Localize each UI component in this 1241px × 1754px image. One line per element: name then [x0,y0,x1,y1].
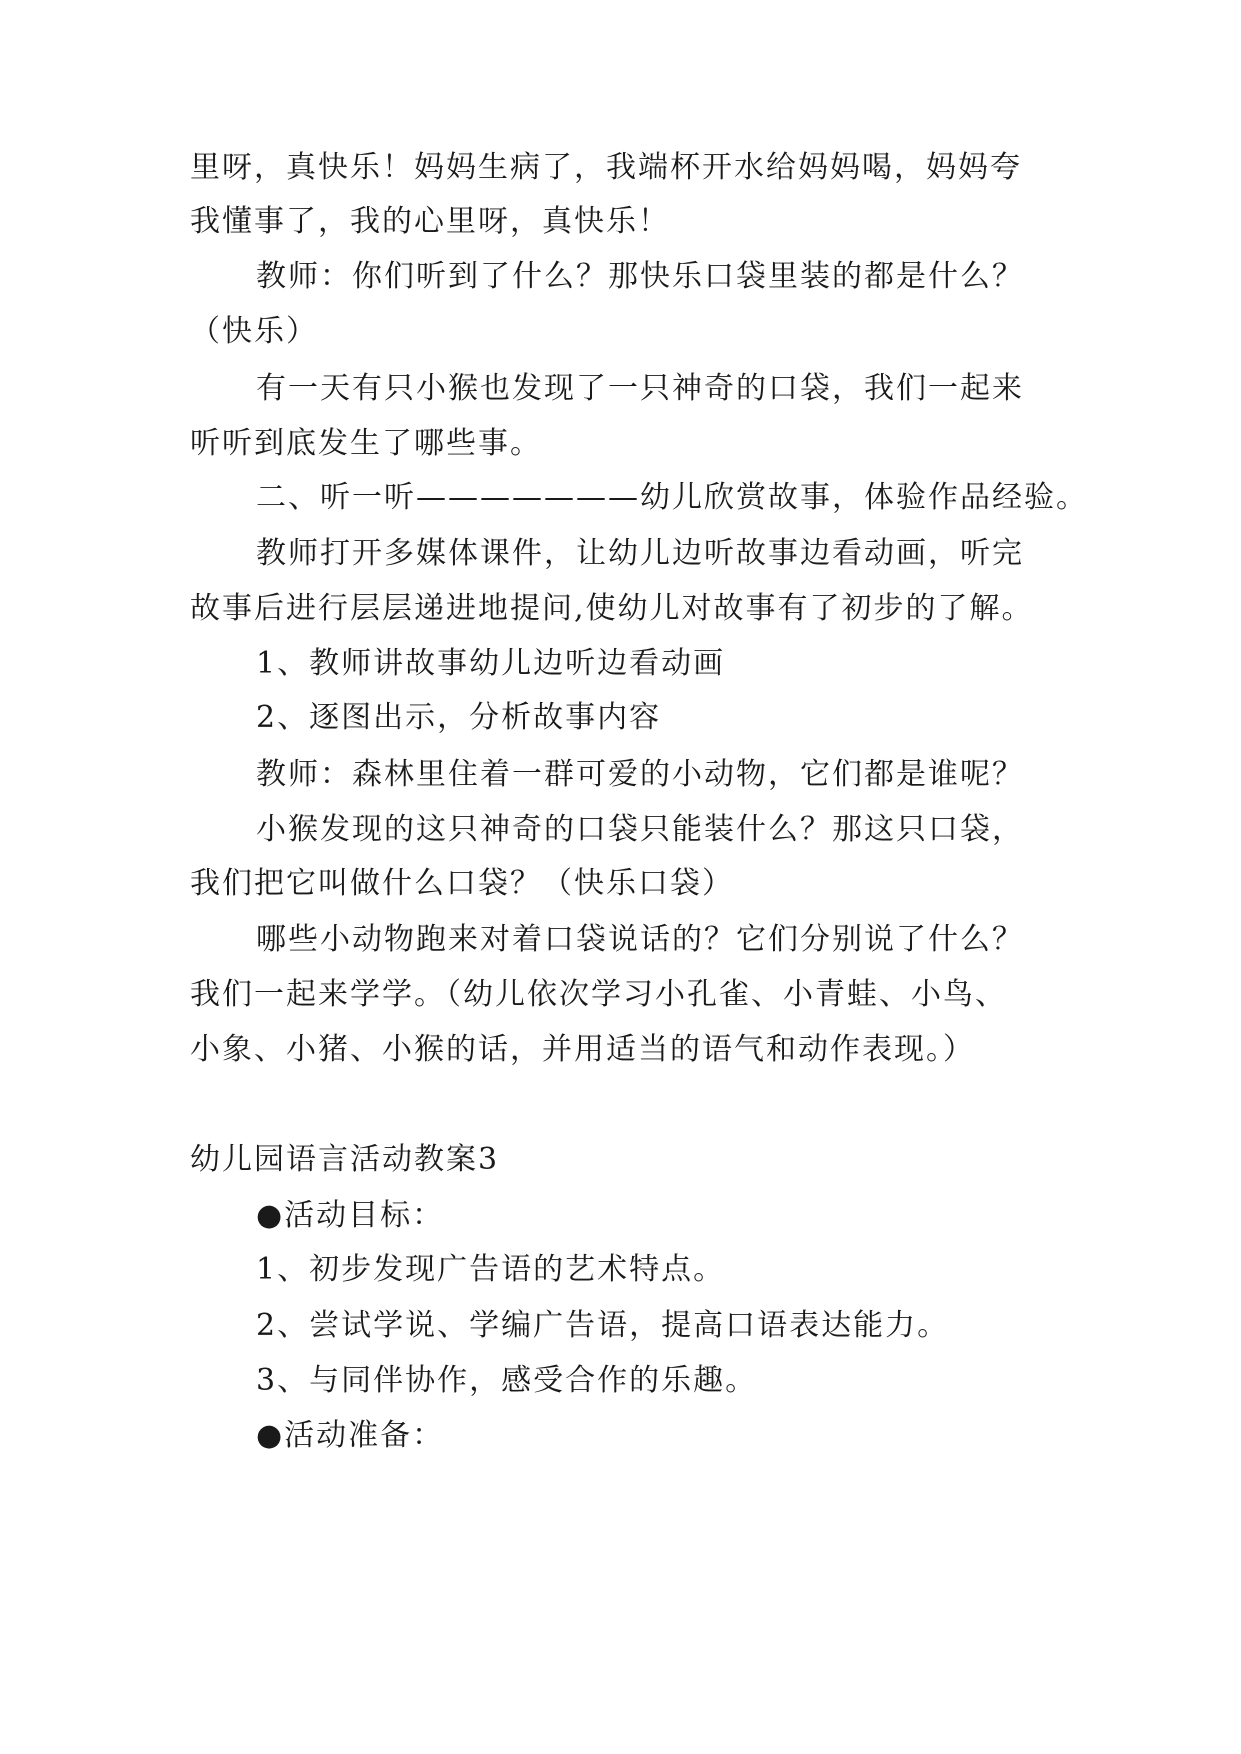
body-line: 哪些小动物跑来对着口袋说话的？它们分别说了什么？ [256,922,1024,957]
body-line: 教师打开多媒体课件，让幼儿边听故事边看动画，听完 [256,536,1024,571]
section-title: 幼儿园语言活动教案3 [190,1142,500,1177]
section-heading: 二、听一听———————幼儿欣赏故事，体验作品经验。 [256,480,1088,515]
body-line: 有一天有只小猴也发现了一只神奇的口袋，我们一起来 [256,371,1024,406]
list-item: 2、逐图出示，分析故事内容 [256,700,662,735]
body-line: 教师：森林里住着一群可爱的小动物，它们都是谁呢？ [256,757,1024,792]
body-line: 我们把它叫做什么口袋？（快乐口袋） [190,866,734,901]
subheading-goals: ●活动目标： [256,1198,445,1233]
body-line: 听听到底发生了哪些事。 [190,426,542,461]
body-line: 教师：你们听到了什么？那快乐口袋里装的都是什么？ [256,259,1024,294]
list-item: 2、尝试学说、学编广告语，提高口语表达能力。 [256,1308,950,1343]
body-line: 小象、小猪、小猴的话，并用适当的语气和动作表现。） [190,1032,975,1067]
body-line: 故事后进行层层递进地提问,使幼儿对故事有了初步的了解。 [190,591,1034,626]
body-line: 小猴发现的这只神奇的口袋只能装什么？那这只口袋， [256,812,1024,847]
list-item: 3、与同伴协作，感受合作的乐趣。 [256,1363,758,1398]
body-line: 里呀，真快乐！妈妈生病了，我端杯开水给妈妈喝，妈妈夸 [190,150,1022,185]
body-line: 我们一起来学学。（幼儿依次学习小孔雀、小青蛙、小鸟、 [190,977,1007,1012]
body-line: 我懂事了，我的心里呀，真快乐！ [190,204,670,239]
list-item: 1、教师讲故事幼儿边听边看动画 [256,646,726,681]
body-line: （快乐） [190,314,318,349]
list-item: 1、初步发现广告语的艺术特点。 [256,1252,726,1287]
subheading-preparation: ●活动准备： [256,1418,445,1453]
